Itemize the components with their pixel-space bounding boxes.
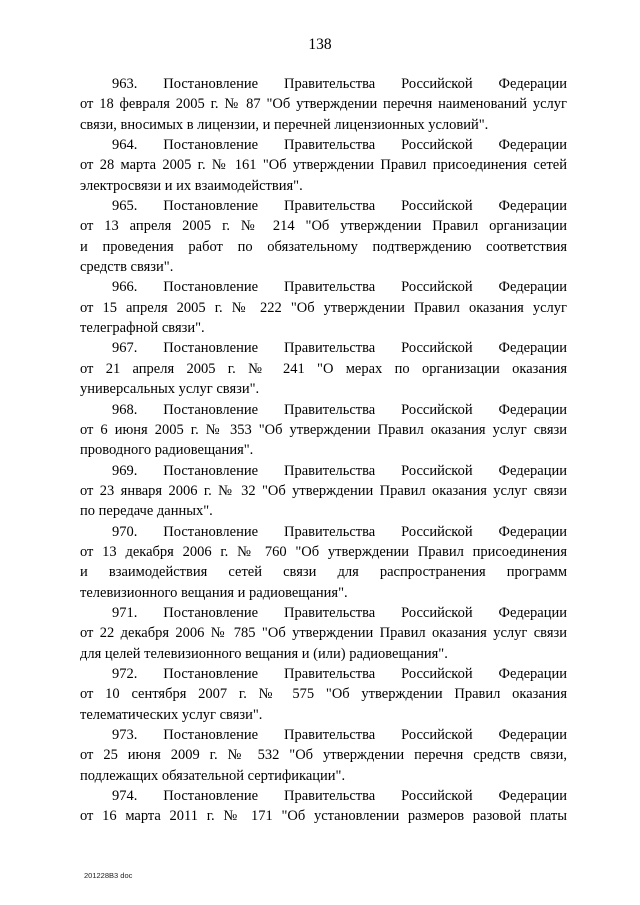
entry-line: от 13 декабря 2006 г. № 760 "Об утверждении Правил присоединения — [80, 543, 567, 560]
list-item — [80, 664, 567, 725]
list-item — [80, 725, 567, 786]
entry-line: от 18 февраля 2005 г. № 87 "Об утверждении перечня наименований услуг — [80, 96, 567, 113]
list-item — [80, 603, 567, 664]
entry-line: универсальных услуг связи". — [80, 381, 260, 398]
entry-line: от 22 декабря 2006 № 785 "Об утверждении Правил оказания услуг связи — [80, 625, 567, 642]
entry-line: проводного радиовещания". — [80, 442, 254, 459]
entry-line: и проведения работ по обязательному подтверждению соответствия — [80, 238, 567, 255]
entry-line: телевизионного вещания и радиовещания". — [80, 584, 348, 601]
entry-line: от 21 апреля 2005 г. № 241 "О мерах по организации оказания — [80, 360, 567, 377]
entry-line: 963. Постановление Правительства Российской Федерации — [112, 76, 567, 92]
entry-line: 969. Постановление Правительства Российской Федерации — [112, 462, 567, 479]
entry-line: 974. Постановление Правительства Российской Федерации — [112, 788, 567, 805]
list-item — [80, 196, 567, 277]
entry-line: от 6 июня 2005 г. № 353 "Об утверждении Правил оказания услуг связи — [80, 421, 567, 438]
entry-line: подлежащих обязательной сертификации". — [80, 767, 346, 784]
entry-line: 966. Постановление Правительства Российской Федерации — [112, 279, 567, 296]
entry-line: 973. Постановление Правительства Российской Федерации — [112, 727, 567, 743]
footer-document-code: 201228В3 doc — [84, 871, 133, 880]
entry-line: 971. Постановление Правительства Российской Федерации — [112, 604, 567, 621]
entry-line: 965. Постановление Правительства Российской Федерации — [112, 198, 567, 215]
list-item — [80, 461, 567, 522]
entry-line: от 28 марта 2005 г. № 161 "Об утверждении Правил присоединения сетей — [80, 157, 567, 174]
list-item — [80, 277, 567, 338]
entry-line: от 15 апреля 2005 г. № 222 "Об утверждении Правил оказания услуг — [80, 299, 567, 316]
entry-line: от 10 сентября 2007 г. № 575 "Об утверждении Правил оказания — [80, 686, 567, 703]
list-item — [80, 786, 567, 827]
entry-line: по передаче данных". — [80, 503, 213, 520]
entry-line: электросвязи и их взаимодействия". — [80, 177, 303, 194]
entry-line: телематических услуг связи". — [80, 706, 263, 723]
document-body — [80, 74, 567, 827]
entry-line: связи, вносимых в лицензии, и перечней лицензионных условий". — [80, 116, 489, 133]
entry-line: 968. Постановление Правительства Российской Федерации — [112, 401, 567, 418]
list-item — [80, 522, 567, 603]
list-item — [80, 400, 567, 461]
entry-line: телеграфной связи". — [80, 320, 205, 337]
page-number: 138 — [308, 36, 332, 53]
entry-line: от 13 апреля 2005 г. № 214 "Об утверждении Правил организации — [80, 218, 567, 235]
list-item — [80, 135, 567, 196]
list-item — [80, 74, 567, 135]
entry-line: 972. Постановление Правительства Российской Федерации — [112, 665, 567, 682]
entry-line: 970. Постановление Правительства Российской Федерации — [112, 523, 567, 540]
list-item — [80, 338, 567, 399]
entry-line: для целей телевизионного вещания и (или) радиовещания". — [80, 645, 448, 662]
entry-line: от 25 июня 2009 г. № 532 "Об утверждении перечня средств связи, — [80, 747, 567, 764]
entry-line: 967. Постановление Правительства Российской Федерации — [112, 340, 567, 357]
entry-line: от 16 марта 2011 г. № 171 "Об установлении размеров разовой платы — [80, 808, 567, 825]
entry-line: средств связи". — [80, 259, 174, 276]
entry-line: 964. Постановление Правительства Российской Федерации — [112, 137, 567, 154]
entry-line: и взаимодействия сетей связи для распространения программ — [80, 564, 567, 581]
entry-line: от 23 января 2006 г. № 32 "Об утверждении Правил оказания услуг связи — [80, 482, 567, 499]
